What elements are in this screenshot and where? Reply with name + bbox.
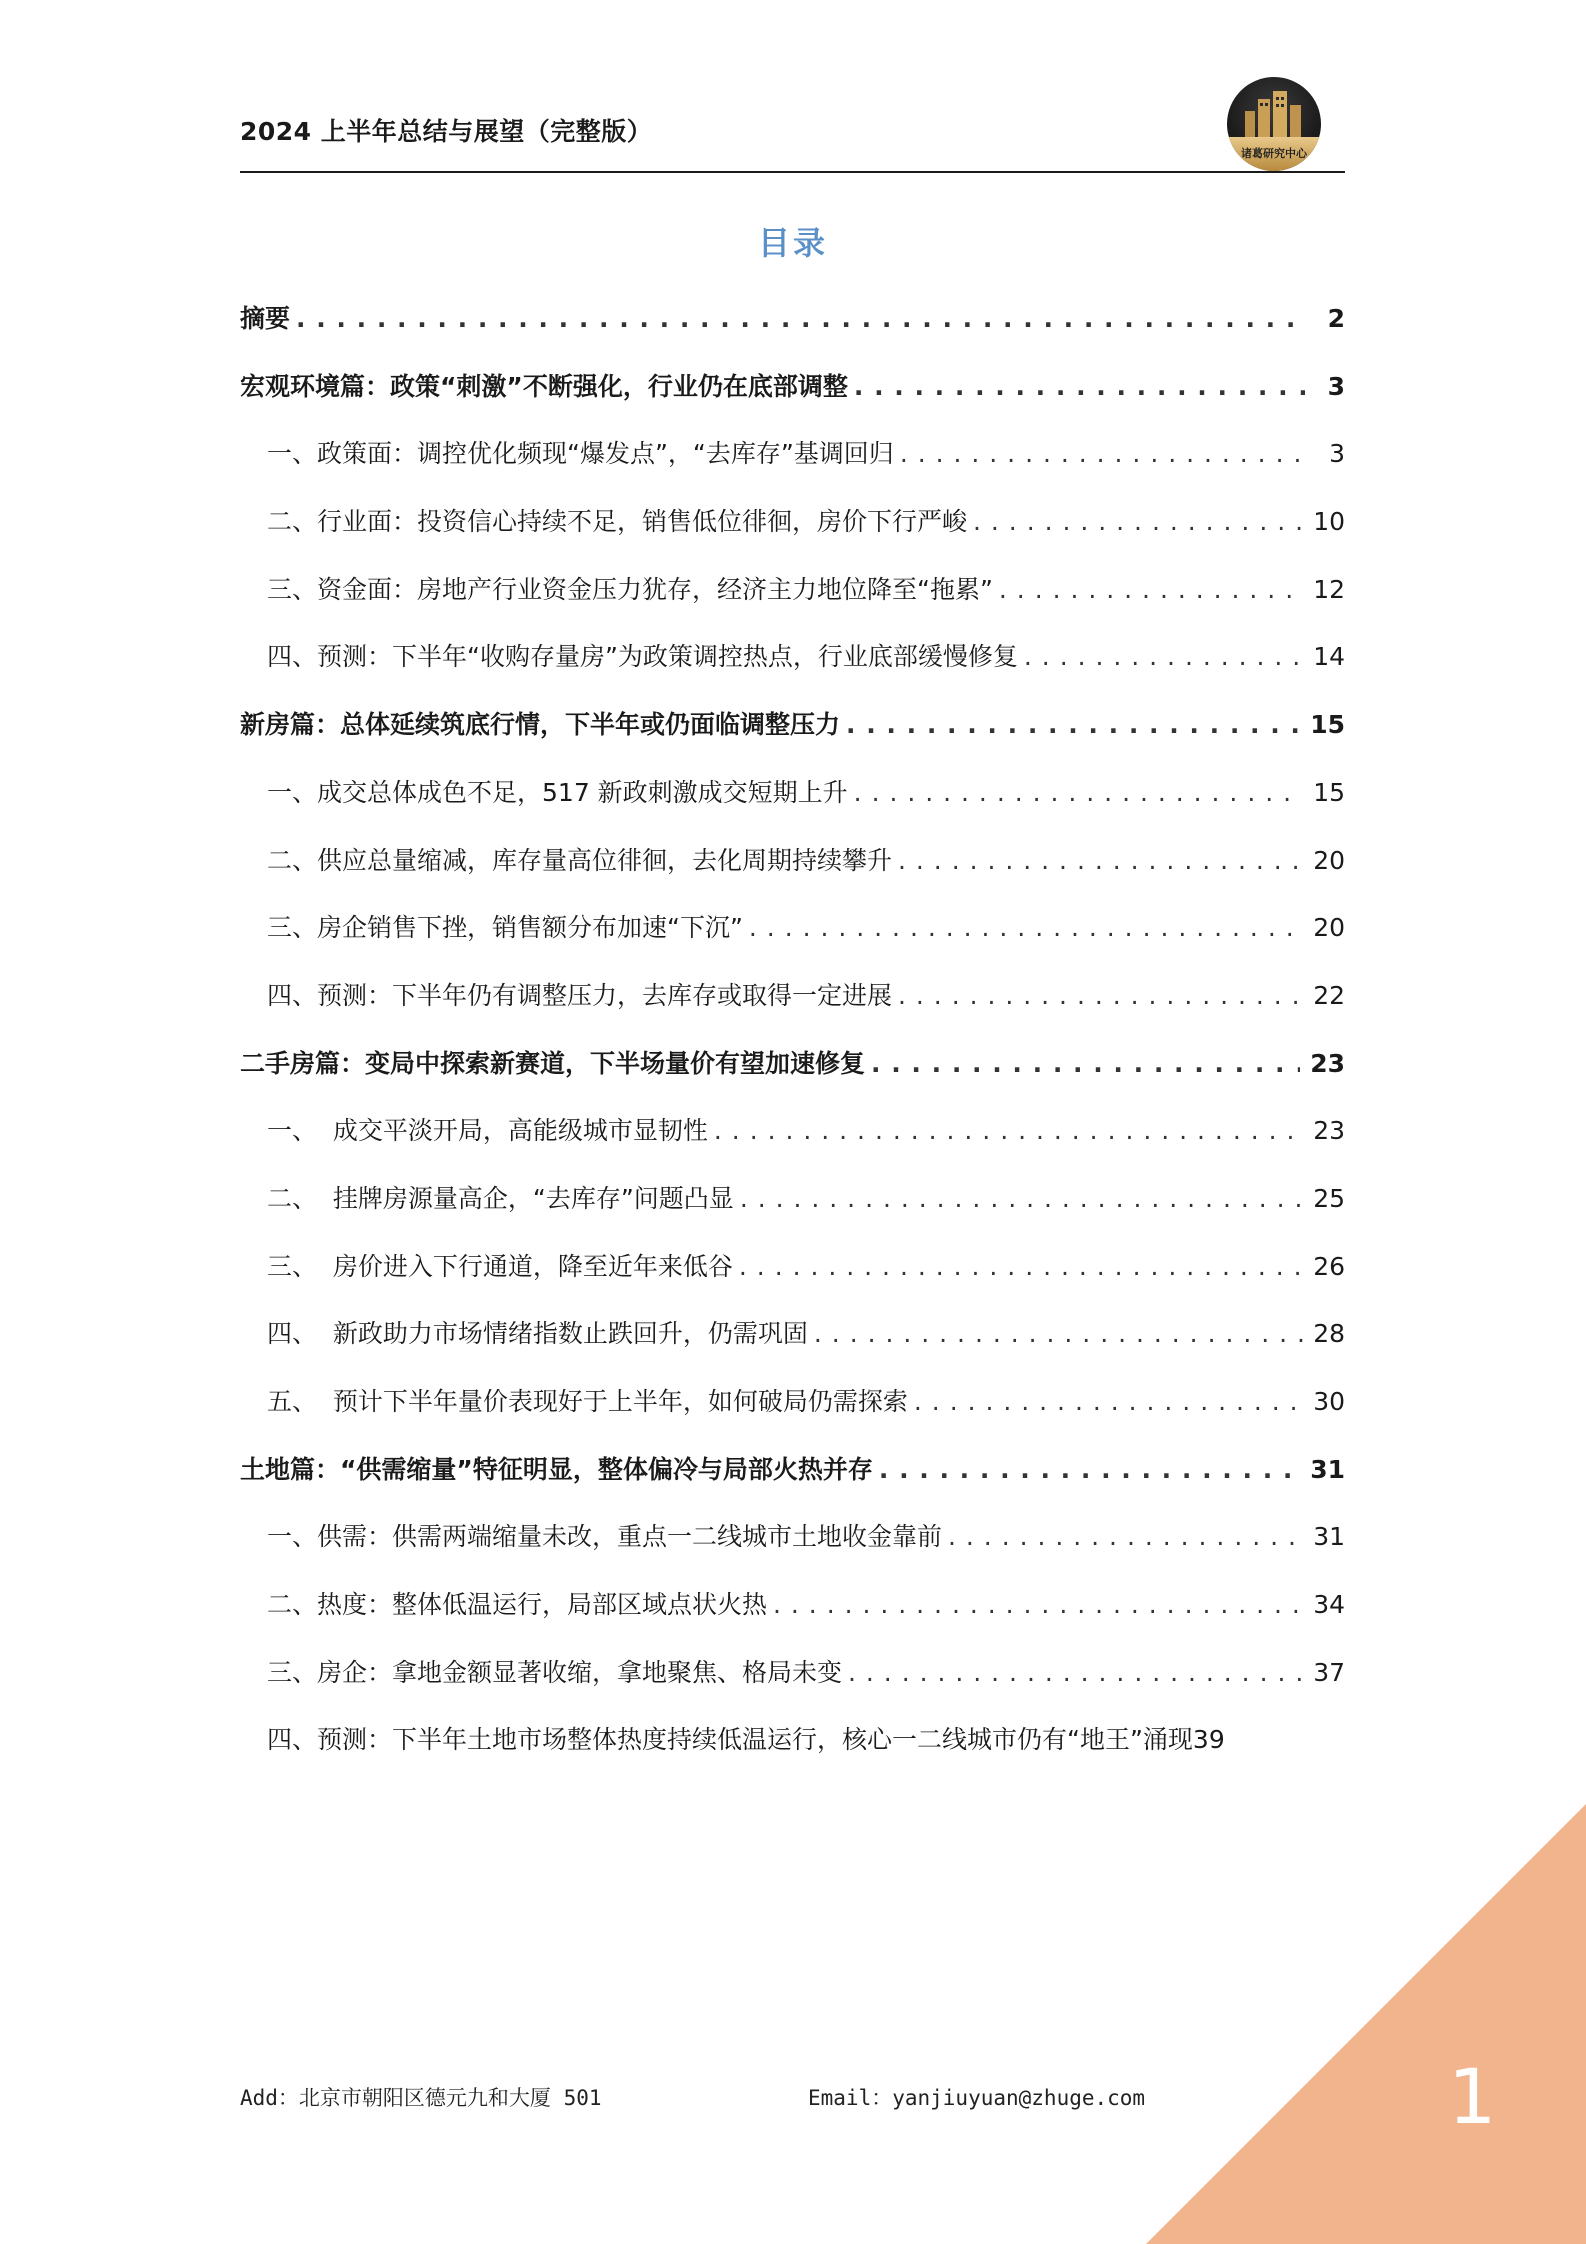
toc-page-number: 12 xyxy=(1313,574,1345,604)
toc-dot-leader xyxy=(814,1305,1303,1362)
logo xyxy=(1227,77,1321,171)
toc-subsection-entry[interactable] xyxy=(240,1644,1345,1712)
toc-dot-leader xyxy=(973,493,1303,550)
building-logo-icon xyxy=(1227,77,1321,171)
toc-dot-leader xyxy=(914,1373,1303,1430)
toc-page-number: 20 xyxy=(1313,913,1345,943)
toc-entry-text: 三、 房价进入下行通道，降至近年来低谷 xyxy=(267,1251,733,1281)
footer-address: Add：北京市朝阳区德元九和大厦 501 xyxy=(240,2086,602,2110)
toc-dot-leader xyxy=(846,696,1300,753)
toc-entry-text: 二手房篇：变局中探索新赛道，下半场量价有望加速修复 xyxy=(240,1048,866,1078)
toc-entry-text: 五、 预计下半年量价表现好于上半年，如何破局仍需探索 xyxy=(267,1387,908,1416)
toc-dot-leader xyxy=(1024,628,1303,685)
toc-section-entry[interactable] xyxy=(240,696,1345,764)
toc-dot-leader xyxy=(854,764,1304,821)
toc-subsection-entry[interactable] xyxy=(240,832,1345,900)
toc-entry-text: 二、供应总量缩减，库存量高位徘徊，去化周期持续攀升 xyxy=(267,845,893,875)
table-of-contents xyxy=(240,290,1345,1779)
toc-subsection-entry[interactable] xyxy=(240,628,1345,696)
toc-dot-leader xyxy=(898,832,1303,889)
toc-dot-leader xyxy=(948,1508,1303,1565)
toc-page-number: 14 xyxy=(1313,642,1345,672)
logo-text: 诸葛研究中心 xyxy=(1241,147,1307,160)
toc-section-entry[interactable] xyxy=(240,1035,1345,1103)
toc-dot-leader xyxy=(848,1644,1303,1701)
document-title: 2024 上半年总结与展望（完整版） xyxy=(240,117,653,146)
toc-entry-text: 二、热度：整体低温运行，局部区域点状火热 xyxy=(267,1590,768,1620)
toc-section-entry[interactable] xyxy=(240,290,1345,358)
toc-page-number: 23 xyxy=(1313,1116,1345,1146)
toc-subsection-entry[interactable] xyxy=(240,1170,1345,1238)
toc-page-number: 2 xyxy=(1327,304,1345,333)
toc-entry-text: 一、政策面：调控优化频现“爆发点”，“去库存”基调回归 xyxy=(267,439,894,469)
toc-page-number: 3 xyxy=(1329,439,1345,469)
toc-page-number: 3 xyxy=(1327,371,1345,401)
toc-entry-text: 新房篇：总体延续筑底行情，下半年或仍面临调整压力 xyxy=(240,710,841,740)
toc-dot-leader xyxy=(854,358,1305,415)
toc-page-number: 15 xyxy=(1313,777,1345,807)
toc-entry-text: 一、成交总体成色不足，517 新政刺激成交短期上升 xyxy=(267,777,848,807)
toc-section-entry[interactable] xyxy=(240,358,1345,426)
toc-subsection-entry[interactable] xyxy=(240,1576,1345,1644)
toc-subsection-entry[interactable] xyxy=(240,1102,1345,1170)
toc-entry-text: 三、资金面：房地产行业资金压力犹存，经济主力地位降至“拖累” xyxy=(267,574,993,604)
toc-entry-text: 三、房企销售下挫，销售额分布加速“下沉” xyxy=(267,913,743,943)
toc-subsection-entry[interactable] xyxy=(240,493,1345,561)
toc-subsection-entry[interactable] xyxy=(240,899,1345,967)
toc-page-number: 25 xyxy=(1313,1183,1345,1213)
toc-subsection-entry[interactable] xyxy=(240,764,1345,832)
toc-entry-text: 一、供需：供需两端缩量未改，重点一二线城市土地收金靠前 xyxy=(267,1522,943,1552)
toc-subsection-entry[interactable] xyxy=(240,1305,1345,1373)
toc-dot-leader xyxy=(749,899,1303,956)
toc-dot-leader xyxy=(773,1576,1303,1633)
toc-page-number: 28 xyxy=(1313,1319,1345,1349)
toc-section-entry[interactable] xyxy=(240,1441,1345,1509)
toc-subsection-entry[interactable] xyxy=(240,1508,1345,1576)
toc-page-number: 22 xyxy=(1313,980,1345,1010)
toc-dot-leader xyxy=(898,967,1303,1024)
toc-page-number: 34 xyxy=(1313,1590,1345,1620)
footer-email: Email：yanjiuyuan@zhuge.com xyxy=(808,2086,1146,2110)
corner-decoration xyxy=(1146,1804,1586,2244)
toc-entry-text: 四、预测：下半年仍有调整压力，去库存或取得一定进展 xyxy=(267,980,893,1010)
toc-entry-text: 一、 成交平淡开局，高能级城市显韧性 xyxy=(267,1116,708,1146)
toc-entry-text: 土地篇：“供需缩量”特征明显，整体偏冷与局部火热并存 xyxy=(240,1454,873,1484)
header-divider xyxy=(240,171,1345,173)
toc-page-number: 20 xyxy=(1313,845,1345,875)
toc-page-number: 23 xyxy=(1310,1048,1345,1078)
toc-dot-leader xyxy=(296,290,1305,347)
toc-entry-text: 二、行业面：投资信心持续不足，销售低位徘徊，房价下行严峻 xyxy=(267,507,968,537)
toc-page-number: 31 xyxy=(1310,1454,1345,1484)
toc-dot-leader xyxy=(871,1035,1300,1092)
toc-entry-text: 四、预测：下半年“收购存量房”为政策调控热点，行业底部缓慢修复 xyxy=(267,642,1018,672)
toc-page-number: 37 xyxy=(1313,1657,1345,1687)
page-number: 1 xyxy=(1448,2052,1497,2141)
toc-dot-leader xyxy=(879,1441,1300,1498)
toc-subsection-entry[interactable] xyxy=(240,1373,1345,1441)
toc-page-number: 30 xyxy=(1313,1387,1345,1416)
toc-subsection-entry[interactable] xyxy=(240,425,1345,493)
toc-dot-leader xyxy=(714,1102,1303,1159)
toc-subsection-entry[interactable] xyxy=(240,1238,1345,1306)
toc-page-number: 10 xyxy=(1313,507,1345,537)
toc-page-number: 26 xyxy=(1313,1251,1345,1281)
toc-subsection-entry[interactable] xyxy=(240,561,1345,629)
toc-subsection-entry[interactable] xyxy=(240,967,1345,1035)
toc-entry-text: 宏观环境篇：政策“刺激”不断强化，行业仍在底部调整 xyxy=(240,371,848,401)
toc-dot-leader xyxy=(999,561,1303,618)
toc-entry-text: 四、 新政助力市场情绪指数止跌回升，仍需巩固 xyxy=(267,1319,808,1349)
toc-page-number: 39 xyxy=(1192,1725,1225,1755)
toc-title: 目录 xyxy=(757,224,828,262)
toc-entry-text: 摘要 xyxy=(240,304,291,333)
toc-subsection-entry[interactable] xyxy=(240,1711,1345,1779)
toc-dot-leader xyxy=(740,1170,1303,1227)
toc-entry-text: 三、房企：拿地金额显著收缩，拿地聚焦、格局未变 xyxy=(267,1657,843,1687)
toc-entry-text: 四、预测：下半年土地市场整体热度持续低温运行，核心一二线城市仍有“地王”涌现 xyxy=(267,1725,1193,1755)
toc-page-number: 31 xyxy=(1313,1522,1345,1552)
toc-page-number: 15 xyxy=(1310,710,1345,740)
toc-dot-leader xyxy=(900,425,1305,482)
toc-dot-leader xyxy=(739,1238,1303,1295)
toc-entry-text: 二、 挂牌房源量高企，“去库存”问题凸显 xyxy=(267,1183,734,1213)
